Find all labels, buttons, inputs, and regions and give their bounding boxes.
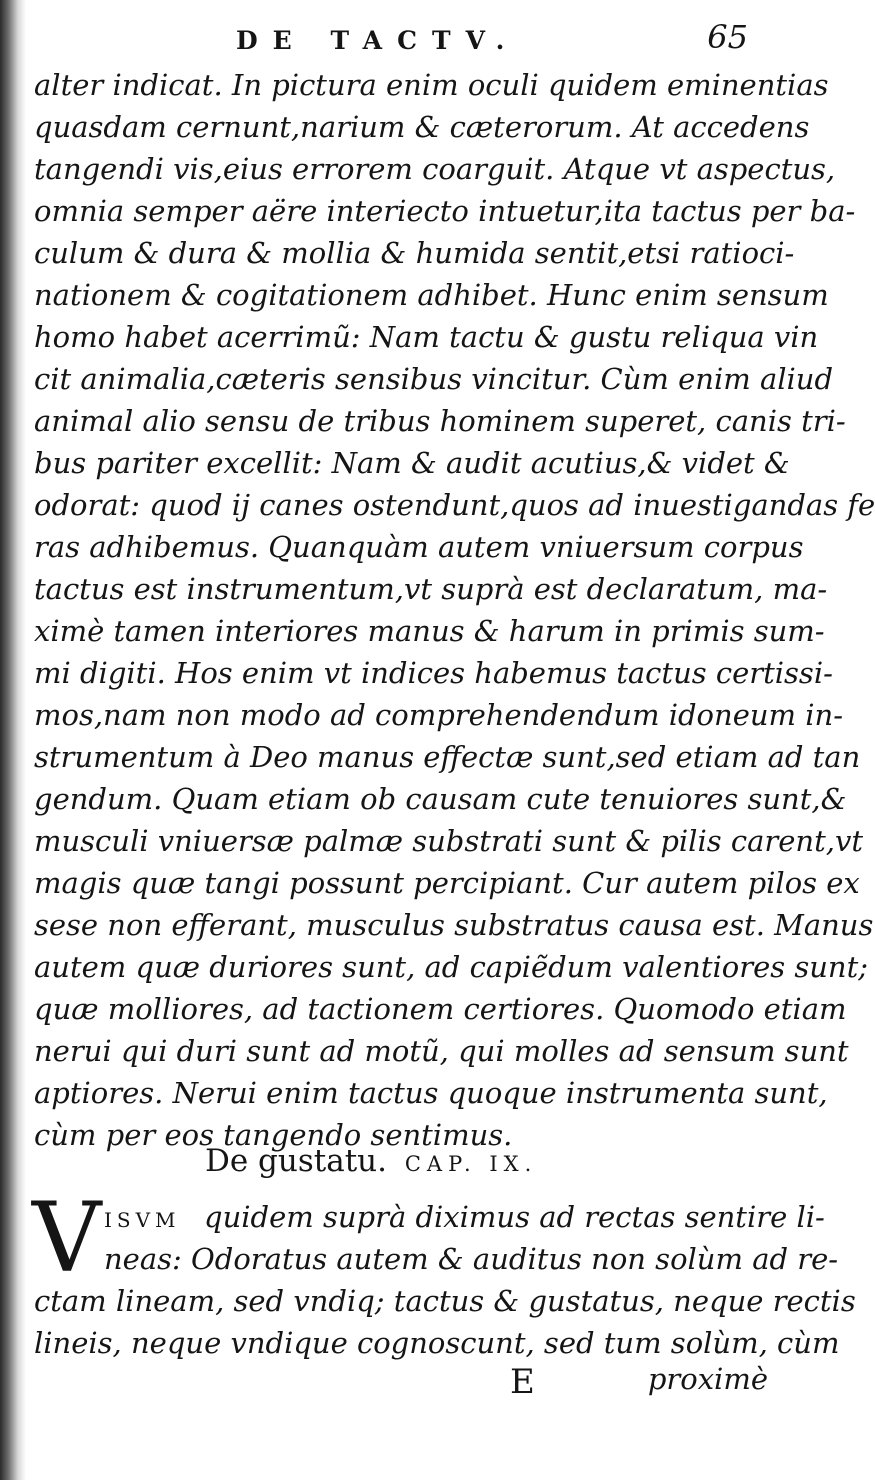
- text-line: ximè tamen interiores manus & harum in primis sum-: [34, 614, 825, 648]
- text-line: aptiores. Nerui enim tactus quoque instrumenta sunt,: [34, 1076, 828, 1110]
- chapter-text: [34, 1196, 856, 1364]
- drop-cap: V: [32, 1182, 102, 1294]
- text-line: animal alio sensu de tribus hominem superet, canis tri-: [34, 404, 846, 438]
- text-line: bus pariter excellit: Nam & audit acutius,& videt &: [34, 446, 790, 480]
- text-line: gendum. Quam etiam ob causam cute tenuiores sunt,&: [34, 782, 847, 816]
- text-line: nerui qui duri sunt ad motũ, qui molles ad sensum sunt: [34, 1034, 849, 1068]
- text-line: mi digiti. Hos enim vt indices habemus tactus certissi-: [34, 656, 833, 690]
- text-line: neas: Odoratus autem & auditus non solùm ad re-: [104, 1242, 839, 1276]
- text-line: ctam lineam, sed vndiq; tactus & gustatus, neque rectis: [34, 1284, 856, 1318]
- text-line: tangendi vis,eius errorem coarguit. Atque vt aspectus,: [34, 152, 836, 186]
- page-number: 65: [707, 18, 748, 56]
- text-line: quidem suprà diximus ad rectas sentire li-: [204, 1200, 825, 1234]
- text-line: ras adhibemus. Quanquàm autem vniuersum corpus: [34, 530, 804, 564]
- running-head: DE TACTV.: [236, 26, 520, 55]
- text-line: tactus est instrumentum,vt suprà est declaratum, ma-: [34, 572, 828, 606]
- text-line: homo habet acerrimũ: Nam tactu & gustu reliqua vin: [34, 320, 819, 354]
- text-line: odorat: quod ij canes ostendunt,quos ad inuestigandas fe: [34, 488, 875, 522]
- text-line: sese non efferant, musculus substratus causa est. Manus: [34, 908, 874, 942]
- text-line: autem quæ duriores sunt, ad capiẽdum valentiores sunt;: [34, 950, 869, 984]
- text-line: quæ molliores, ad tactionem certiores. Quomodo etiam: [34, 992, 847, 1026]
- text-line: lineis, neque vndique cognoscunt, sed tum solùm, cùm: [34, 1326, 840, 1360]
- chapter-title: De gustatu.: [205, 1143, 387, 1179]
- chapter-number: CAP. IX.: [404, 1152, 538, 1176]
- chapter-heading: [205, 1143, 537, 1179]
- text-line: strumentum à Deo manus effectæ sunt,sed etiam ad tan: [34, 740, 861, 774]
- page-gutter-shadow: [0, 0, 26, 1480]
- text-line: omnia semper aëre interiecto intuetur,ita tactus per ba-: [34, 194, 856, 228]
- text-line: quasdam cernunt,narium & cæterorum. At accedens: [34, 110, 810, 144]
- body-text: [34, 64, 875, 1156]
- text-line: cùm per eos tangendo sentimus.: [34, 1118, 513, 1152]
- text-line: alter indicat. In pictura enim oculi quidem eminentias: [34, 68, 829, 102]
- small-caps-opening: ISVM: [104, 1208, 181, 1232]
- signature-mark: E: [510, 1362, 535, 1402]
- catchword: proximè: [647, 1362, 768, 1396]
- text-line: culum & dura & mollia & humida sentit,etsi ratioci-: [34, 236, 795, 270]
- text-line: nationem & cogitationem adhibet. Hunc enim sensum: [34, 278, 829, 312]
- text-line: musculi vniuersæ palmæ substrati sunt & pilis carent,vt: [34, 824, 863, 858]
- text-line: cit animalia,cæteris sensibus vincitur. Cùm enim aliud: [34, 362, 834, 396]
- text-line: magis quæ tangi possunt percipiant. Cur autem pilos ex: [34, 866, 860, 900]
- text-line: mos,nam non modo ad comprehendendum idoneum in-: [34, 698, 843, 732]
